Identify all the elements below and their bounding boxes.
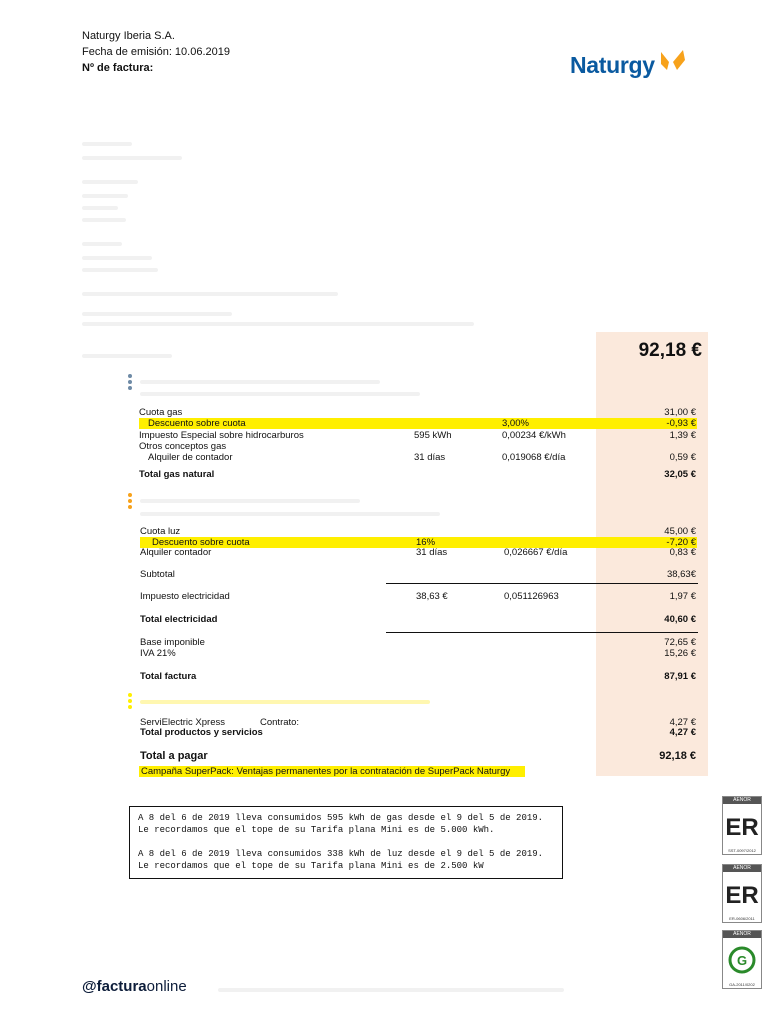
company-name: Naturgy Iberia S.A. <box>82 30 175 42</box>
section-dots-services <box>128 693 132 711</box>
gas-discount-label: Descuento sobre cuota <box>148 418 246 429</box>
blurred-text <box>82 142 132 146</box>
svg-text:G: G <box>736 953 748 968</box>
blurred-text <box>140 380 380 384</box>
er-icon <box>723 872 761 916</box>
aenor-cert-badge <box>722 796 762 855</box>
gas-total-label: Total gas natural <box>139 469 215 480</box>
luz-impuesto-label: Impuesto electricidad <box>140 591 230 602</box>
notice-luz-line2: Le recordamos que el tope de su Tarifa plana Mini es de 2.500 kW <box>138 861 484 871</box>
factura-online-logo <box>82 978 187 995</box>
blurred-text <box>82 156 182 160</box>
luz-total-amount: 40,60 € <box>664 614 696 625</box>
gas-alquiler-amount: 0,59 € <box>669 452 696 463</box>
notice-gas-line1: A 8 del 6 de 2019 lleva consumidos 595 kWh de gas desde el 9 del 5 de 2019. <box>138 813 544 823</box>
blurred-text <box>82 292 338 296</box>
blurred-text <box>82 354 172 358</box>
gas-alquiler-qty: 31 días <box>414 452 446 463</box>
luz-discount-amount: -7,20 € <box>666 537 696 548</box>
blurred-text <box>82 322 474 326</box>
notice-gas-line2: Le recordamos que el tope de su Tarifa plana Mini es de 5.000 kWh. <box>138 825 495 835</box>
blurred-text <box>82 218 126 222</box>
blurred-text <box>140 512 440 516</box>
luz-discount-label: Descuento sobre cuota <box>152 537 250 548</box>
ga-icon <box>723 938 761 982</box>
svg-text:ER: ER <box>725 882 759 909</box>
blurred-text <box>140 392 420 396</box>
cert-code: GA-2011/0202 <box>729 982 755 987</box>
luz-impuesto-rate: 0,051126963 <box>504 591 559 602</box>
servielectric-label: ServiElectric Xpress <box>140 717 225 728</box>
total-factura-amount: 87,91 € <box>664 671 696 682</box>
gas-impuesto-rate: 0,00234 €/kWh <box>502 430 566 441</box>
brand-factura: @factura <box>82 978 147 995</box>
cert-code: SST-0097/2012 <box>728 848 756 853</box>
blurred-text <box>82 312 232 316</box>
cert-brand: AENOR <box>723 865 761 872</box>
blurred-text <box>82 242 122 246</box>
services-total-label: Total productos y servicios <box>140 727 263 738</box>
naturgy-logo-text: Naturgy <box>570 52 655 78</box>
total-factura-label: Total factura <box>140 671 197 682</box>
luz-alquiler-rate: 0,026667 €/día <box>504 547 568 558</box>
summary-amount: 92,18 € <box>638 340 702 361</box>
luz-impuesto-base: 38,63 € <box>416 591 448 602</box>
blurred-text <box>82 256 152 260</box>
servielectric-amount: 4,27 € <box>669 717 696 728</box>
gas-total-amount: 32,05 € <box>664 469 696 480</box>
base-imponible-amount: 72,65 € <box>664 637 696 648</box>
brand-online: online <box>146 978 187 995</box>
campaign-banner: Campaña SuperPack: Ventajas permanentes por la contratación de SuperPack Naturgy <box>139 766 525 777</box>
luz-subtotal-amount: 38,63€ <box>666 569 696 580</box>
gas-alquiler-label: Alquiler de contador <box>148 452 233 463</box>
gas-cuota-label: Cuota gas <box>139 407 183 418</box>
iva-amount: 15,26 € <box>664 648 696 659</box>
cert-code: ER-0606/2011 <box>729 916 755 921</box>
svg-text:ER: ER <box>725 814 759 841</box>
iva-label: IVA 21% <box>140 648 176 659</box>
luz-alquiler-amount: 0,83 € <box>669 547 696 558</box>
naturgy-logo <box>570 52 687 79</box>
blurred-text <box>82 180 138 184</box>
blurred-text <box>218 988 564 992</box>
blurred-text <box>82 194 128 198</box>
luz-cuota-amount: 45,00 € <box>664 526 696 537</box>
services-total-amount: 4,27 € <box>669 727 696 738</box>
section-dots-gas <box>128 374 132 392</box>
gas-discount-pct: 3,00% <box>502 418 529 429</box>
aenor-cert-badge <box>722 930 762 989</box>
luz-subtotal-label: Subtotal <box>140 569 175 580</box>
base-imponible-label: Base imponible <box>140 637 205 648</box>
luz-discount-pct: 16% <box>416 537 436 548</box>
gas-alquiler-rate: 0,019068 €/día <box>502 452 566 463</box>
total-pagar-label: Total a pagar <box>140 750 208 762</box>
butterfly-icon <box>657 48 687 74</box>
blurred-text <box>140 499 360 503</box>
gas-cuota-amount: 31,00 € <box>664 407 696 418</box>
consumption-notice <box>129 806 563 879</box>
aenor-cert-badge <box>722 864 762 923</box>
contract-label: Contrato: <box>260 717 300 728</box>
luz-impuesto-amount: 1,97 € <box>669 591 696 602</box>
total-pagar-amount: 92,18 € <box>659 750 696 762</box>
gas-impuesto-amount: 1,39 € <box>669 430 696 441</box>
notice-luz-line1: A 8 del 6 de 2019 lleva consumidos 338 kWh de luz desde el 9 del 5 de 2019. <box>138 849 544 859</box>
blurred-text <box>82 206 118 210</box>
luz-alquiler-label: Alquiler contador <box>140 547 212 558</box>
divider <box>386 632 698 633</box>
divider <box>386 583 698 584</box>
gas-impuesto-qty: 595 kWh <box>414 430 452 441</box>
luz-cuota-label: Cuota luz <box>140 526 181 537</box>
invoice-number-label: Nº de factura: <box>82 62 154 74</box>
blurred-text <box>140 700 430 704</box>
gas-impuesto-label: Impuesto Especial sobre hidrocarburos <box>139 430 304 441</box>
luz-total-label: Total electricidad <box>140 614 218 625</box>
er-icon <box>723 804 761 848</box>
gas-otros-label: Otros conceptos gas <box>139 441 227 452</box>
section-dots-luz <box>128 493 132 511</box>
issue-date: Fecha de emisión: 10.06.2019 <box>82 46 230 58</box>
luz-alquiler-qty: 31 días <box>416 547 448 558</box>
gas-discount-amount: -0,93 € <box>666 418 696 429</box>
cert-brand: AENOR <box>723 797 761 804</box>
blurred-text <box>82 268 158 272</box>
cert-brand: AENOR <box>723 931 761 938</box>
